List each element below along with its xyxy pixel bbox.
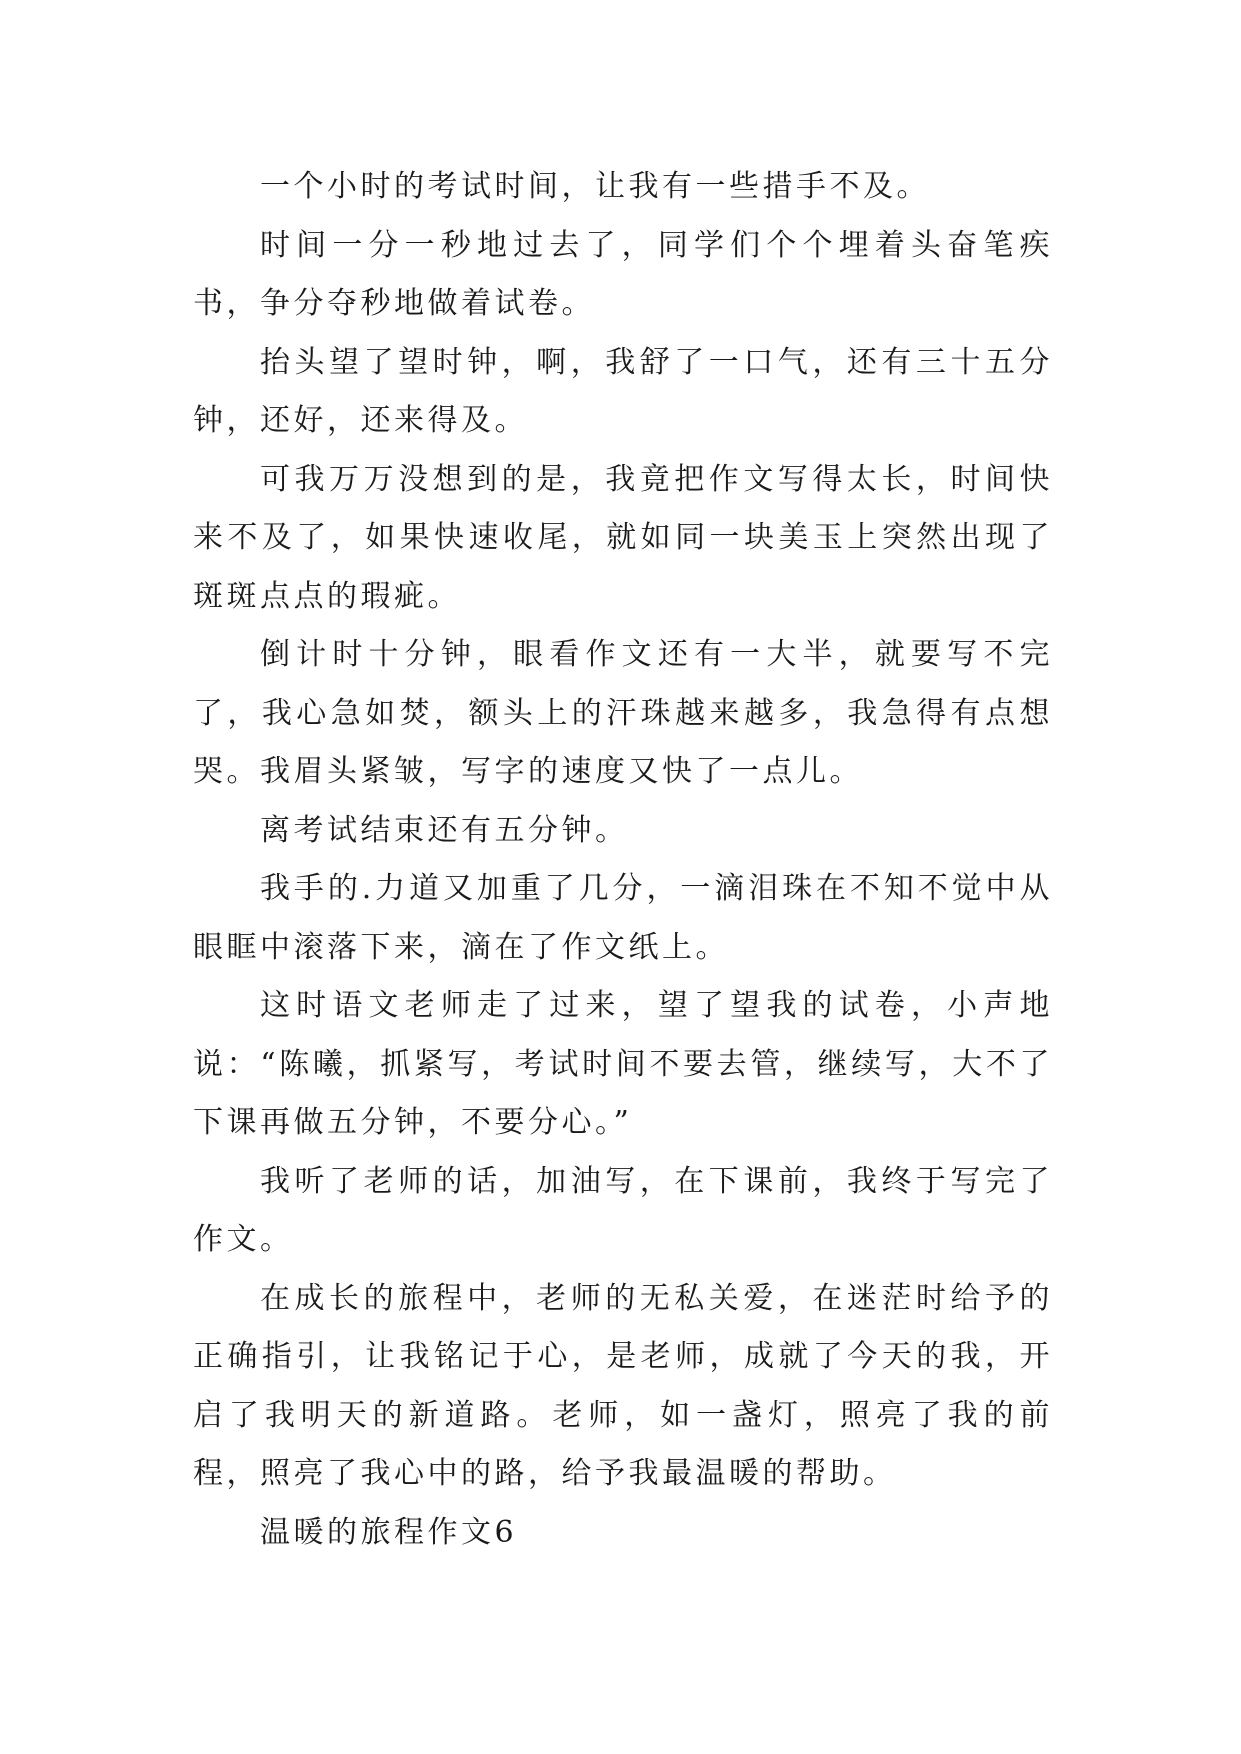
paragraph-5: 倒计时十分钟，眼看作文还有一大半，就要写不完了，我心急如焚，额头上的汗珠越来越多，我急得有点想哭。我眉头紧皱，写字的速度又快了一点儿。	[193, 637, 1053, 789]
paragraph-1: 一个小时的考试时间，让我有一些措手不及。	[260, 169, 930, 204]
paragraph-2: 时间一分一秒地过去了，同学们个个埋着头奋笔疾书，争分夺秒地做着试卷。	[193, 227, 1053, 321]
paragraph-3: 抬头望了望时钟，啊，我舒了一口气，还有三十五分钟，还好，还来得及。	[193, 344, 1053, 438]
paragraph-10: 在成长的旅程中，老师的无私关爱，在迷茫时给予的正确指引，让我铭记于心，是老师，成就了今天的我，开启了我明天的新道路。老师，如一盏灯，照亮了我的前程，照亮了我心中的路，给予我最温暖的帮助。	[193, 1280, 1053, 1491]
section-heading: 温暖的旅程作文6	[260, 1514, 518, 1550]
paragraph-6: 离考试结束还有五分钟。	[260, 812, 629, 848]
document-page	[193, 158, 1053, 1562]
paragraph-7: 我手的.力道又加重了几分，一滴泪珠在不知不觉中从眼眶中滚落下来，滴在了作文纸上。	[193, 871, 1053, 965]
paragraph-8: 这时语文老师走了过来，望了望我的试卷，小声地说：“陈曦，抓紧写，考试时间不要去管，继续写，大不了下课再做五分钟，不要分心。”	[193, 988, 1053, 1140]
paragraph-9: 我听了老师的话，加油写，在下课前，我终于写完了作文。	[193, 1163, 1053, 1257]
paragraph-4: 可我万万没想到的是，我竟把作文写得太长，时间快来不及了，如果快速收尾，就如同一块美玉上突然出现了斑斑点点的瑕疵。	[193, 461, 1053, 614]
